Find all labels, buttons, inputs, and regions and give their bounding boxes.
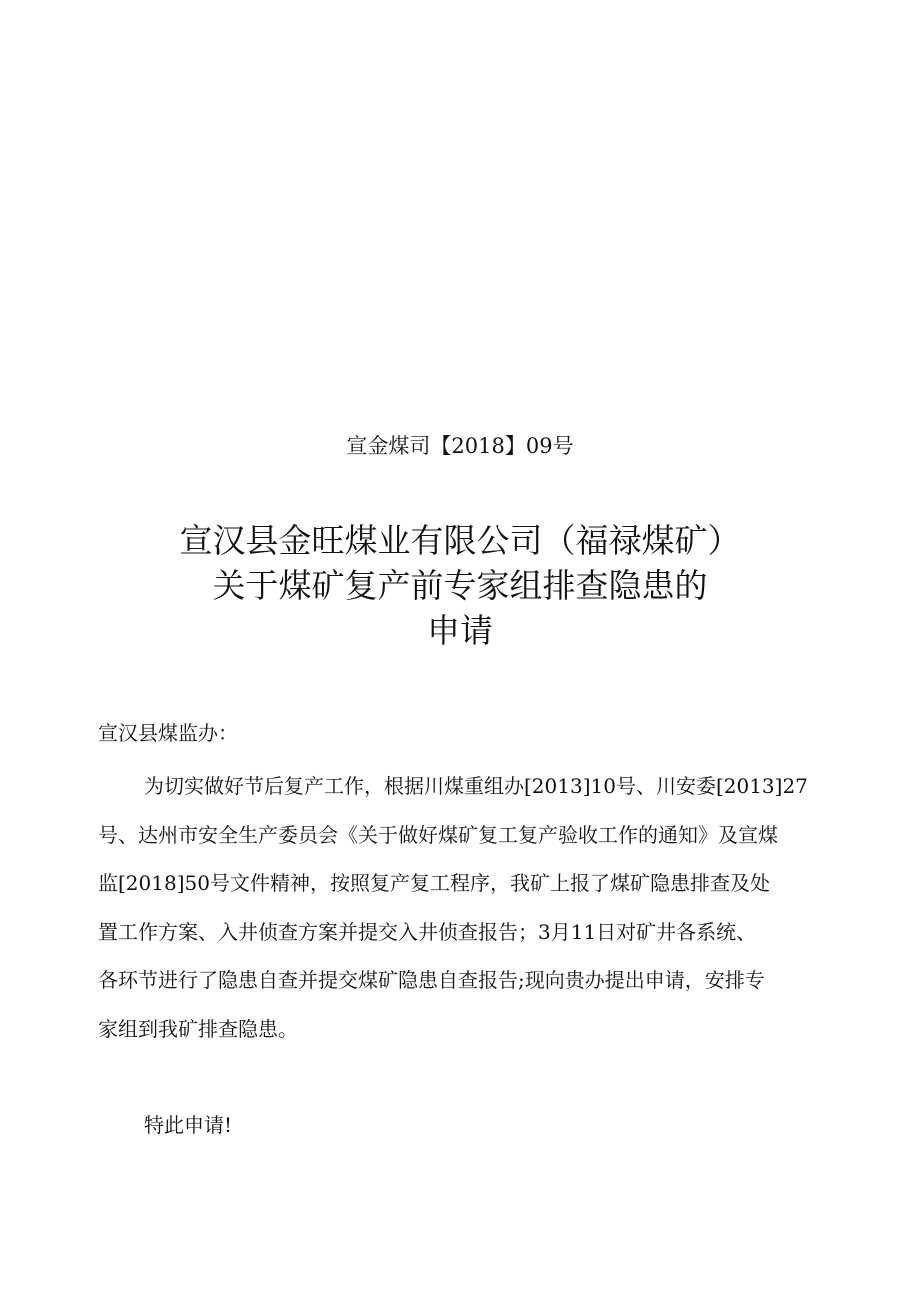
body-line-2: 号、达州市安全生产委员会《关于做好煤矿复工复产验收工作的通知》及宣煤	[98, 822, 778, 847]
title-line-1: 宣汉县金旺煤业有限公司（福禄煤矿）	[179, 521, 741, 560]
closing-remark: 特此申请!	[144, 1113, 233, 1137]
body-paragraph	[98, 762, 824, 1053]
body-line-4: 置工作方案、入井侦查方案并提交入井侦查报告；3月11日对矿井各系统、	[98, 919, 757, 944]
body-line-3: 监[2018]50号文件精神，按照复产复工程序，我矿上报了煤矿隐患排查及处	[98, 871, 770, 895]
document-number: 宣金煤司【2018】09号	[346, 434, 574, 458]
title-line-3: 申请	[427, 611, 493, 650]
document-title	[0, 518, 920, 653]
body-line-6: 家组到我矿排查隐患。	[98, 1016, 298, 1041]
body-line-1: 为切实做好节后复产工作，根据川煤重组办[2013]10号、川安委[2013]27	[144, 774, 808, 798]
body-line-5: 各环节进行了隐患自查并提交煤矿隐患自查报告;现向贵办提出申请，安排专	[98, 968, 765, 992]
title-line-2: 关于煤矿复产前专家组排查隐患的	[212, 566, 708, 605]
salutation: 宣汉县煤监办：	[98, 721, 238, 745]
